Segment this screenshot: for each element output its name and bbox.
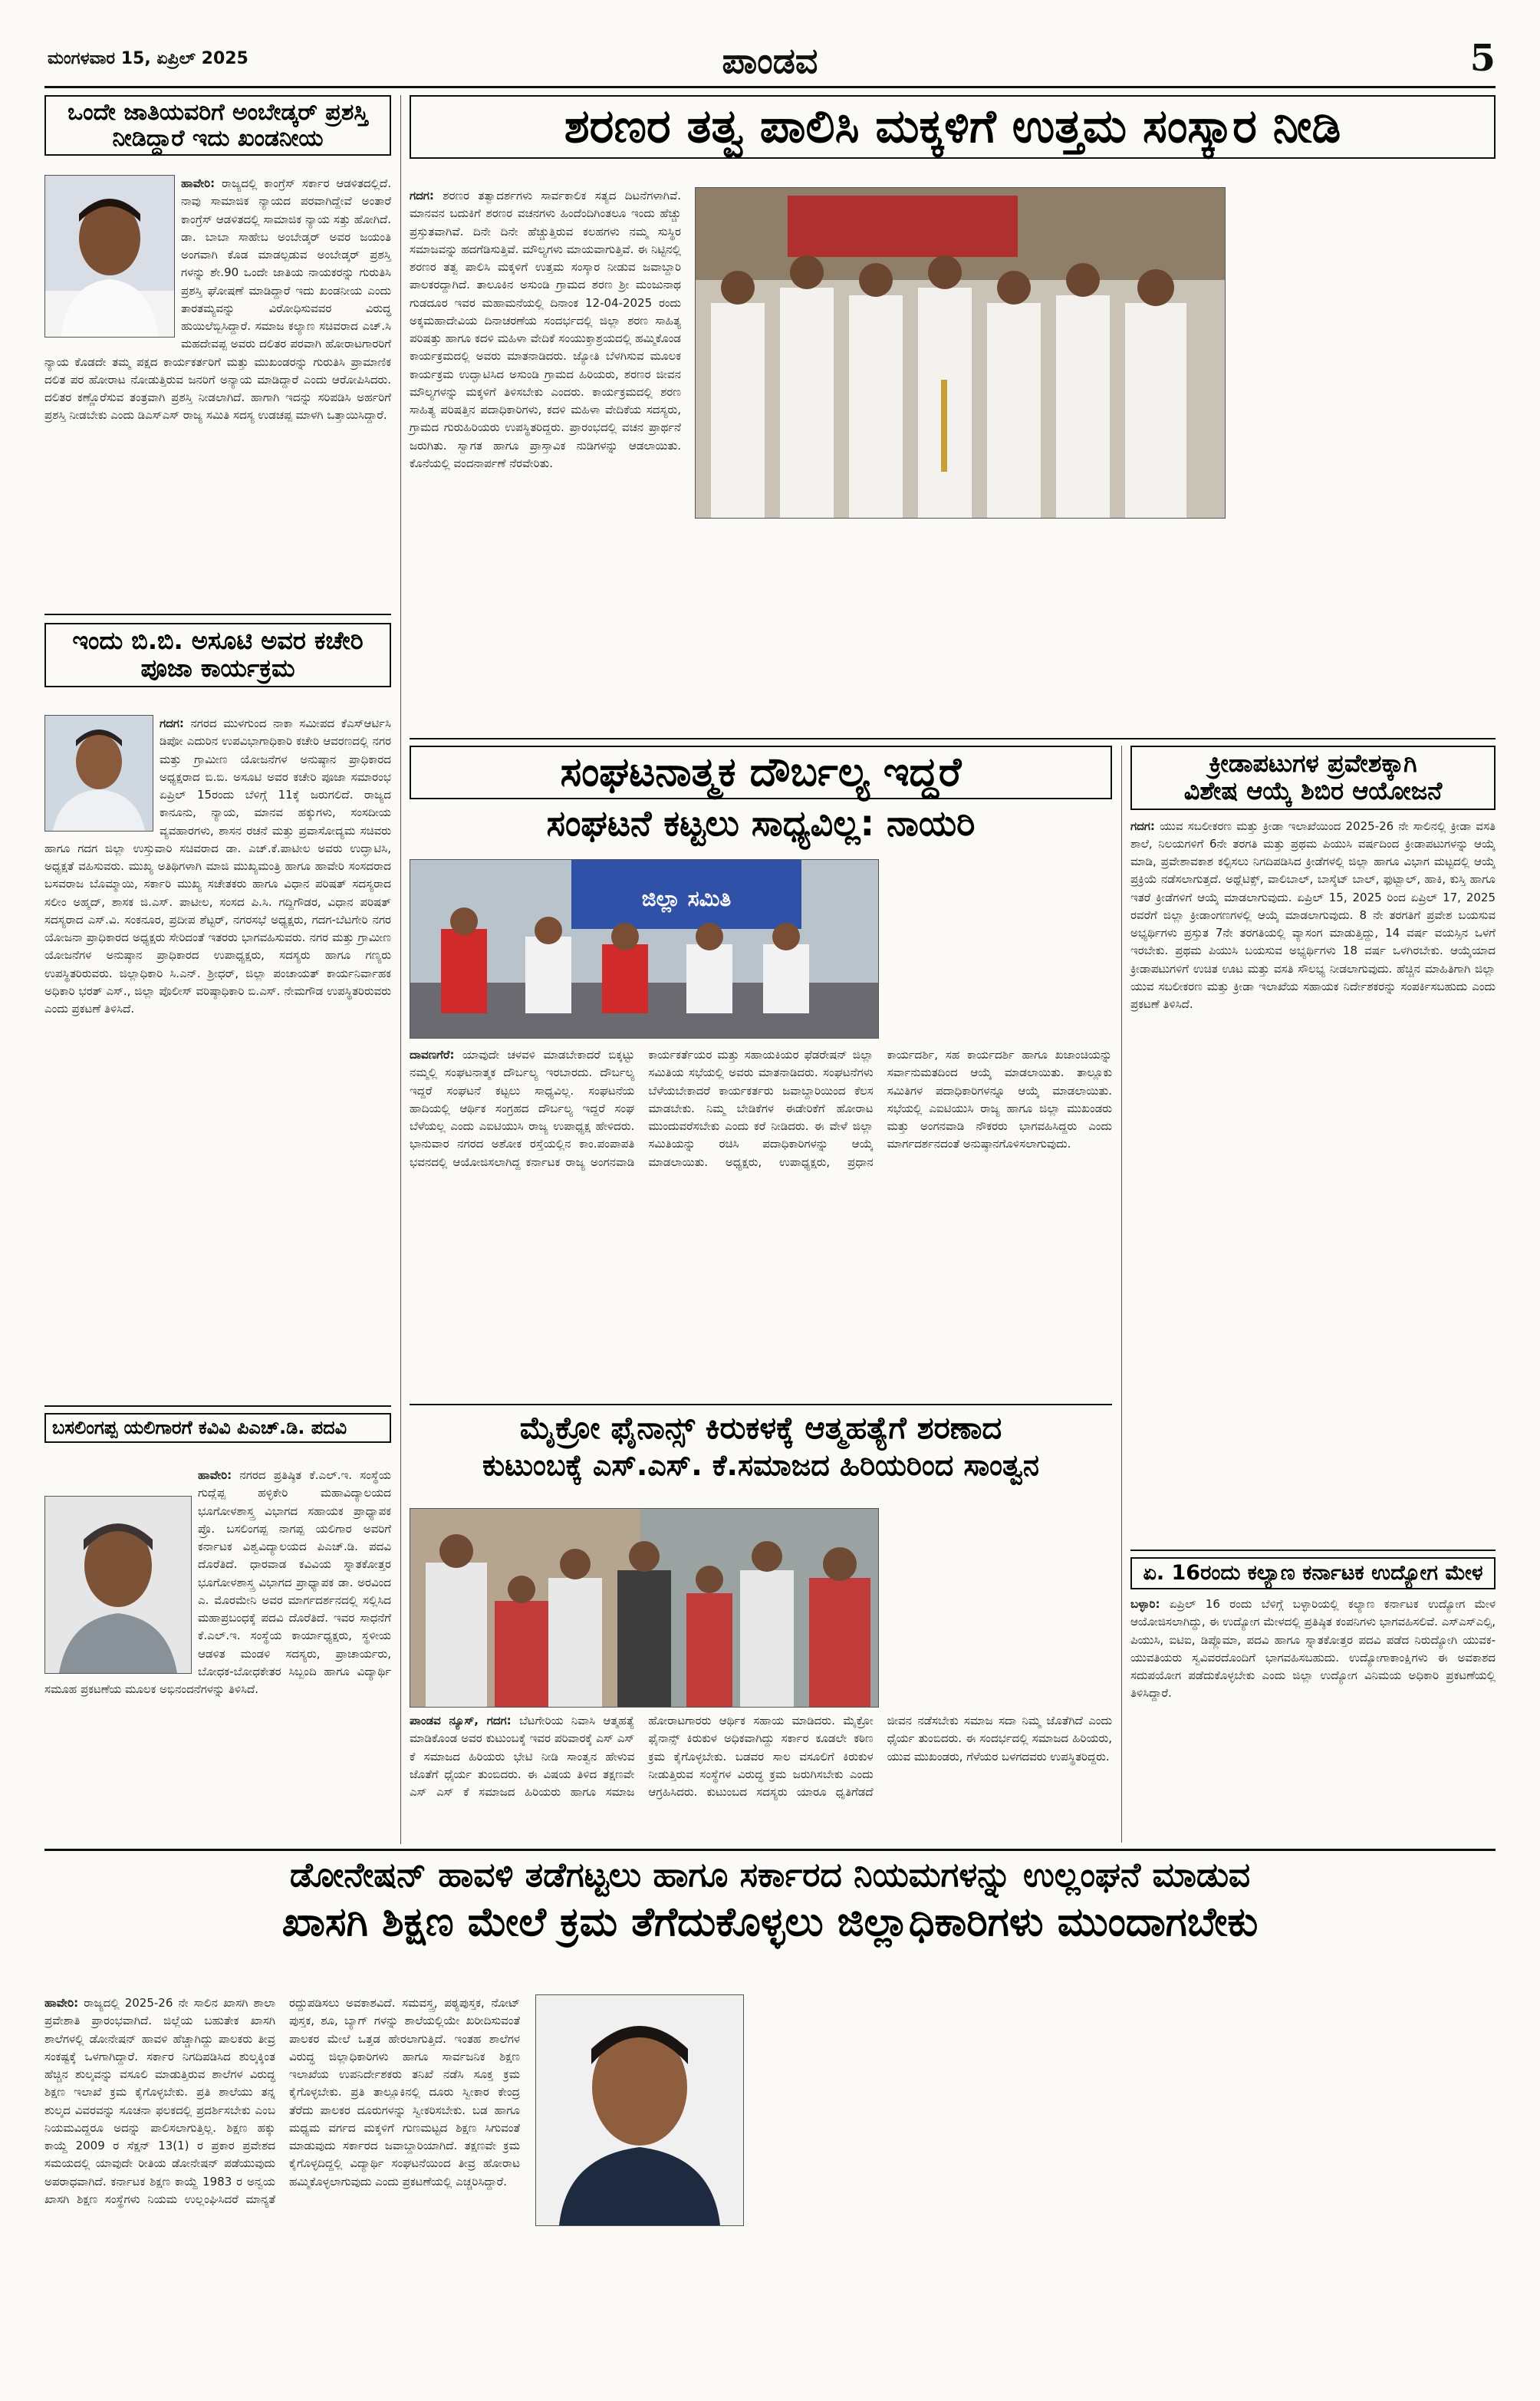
headline-line-2: ಸಂಘಟನೆ ಕಟ್ಟಲು ಸಾಧ್ಯವಿಲ್ಲ: ನಾಯರಿ: [546, 802, 976, 845]
dateline: ಪಾಂಡವ ನ್ಯೂಸ್, ಗದಗ:: [410, 1714, 512, 1727]
column-1: [410, 187, 681, 724]
article-udyoga: [1130, 1557, 1496, 1843]
meeting-photo: [410, 859, 879, 1039]
dateline: ಹಾವೇರಿ:: [44, 1996, 79, 2010]
article-body: ಏಪ್ರಿಲ್ 16 ರಂದು ಬೆಳಿಗ್ಗೆ ಬಳ್ಳಾರಿಯಲ್ಲಿ ಕಲ್ಯಾಣ ಕರ್ನಾಟಕ ಉದ್ಯೋಗ ಮೇಳ ಆಯೋಜಿಸಲಾಗಿದ್ದು, ಈ ಉದ್ಯೋಗ ಮೇಳದಲ್ಲಿ ಪ್ರತಿಷ್ಠಿತ ಕಂಪನಿಗಳು ಭಾಗವಹಿಸಲಿವೆ. ಎಸ್ಎಸ್ಎಲ್ಸಿ, ಪಿಯುಸಿ, ಐಟಿಐ, ಡಿಪ್ಲೊಮಾ, ಪದವಿ ಹಾಗೂ ಸ್ನಾತಕೋತ್ತರ ಪದವಿ ಪಡೆದ ನಿರುದ್ಯೋಗಿ ಯುವಕ-ಯುವತಿಯರು ಸ್ವವಿವರದೊಂದಿಗೆ ಭಾಗವಹಿಸಬಹುದು. ಉದ್ಯೋಗಾಕಾಂಕ್ಷಿಗಳು ಈ ಅವಕಾಶದ ಸದುಪಯೋಗ ಪಡೆದುಕೊಳ್ಳಬೇಕು ಎಂದು ಜಿಲ್ಲಾ ಉದ್ಯೋಗ ವಿನಿಮಯ ಅಧಿಕಾರಿ ಪ್ರಕಟಣೆಯಲ್ಲಿ ತಿಳಿಸಿದ್ದಾರೆ.: [1130, 1597, 1496, 1701]
article-body: ನಗರದ ಪ್ರತಿಷ್ಠಿತ ಕೆ.ಎಲ್.ಇ. ಸಂಸ್ಥೆಯ ಗುದ್ಲೆಪ್ಪ ಹಳ್ಳಿಕೇರಿ ಮಹಾವಿದ್ಯಾಲಯದ ಭೂಗೋಳಶಾಸ್ತ್ರ ವಿಭಾಗದ ಸಹಾಯಕ ಪ್ರಾಧ್ಯಾಪಕ ಪ್ರೊ. ಬಸಲಿಂಗಪ್ಪ ನಾಗಪ್ಪ ಯಲಿಗಾರ ಅವರಿಗೆ ಕರ್ನಾಟಕ ವಿಶ್ವವಿದ್ಯಾಲಯದ ಪಿಎಚ್.ಡಿ. ಪದವಿ ದೊರೆತಿದೆ. ಧಾರವಾಡ ಕವಿವಿಯ ಸ್ನಾತಕೋತ್ತರ ಭೂಗೋಳಶಾಸ್ತ್ರ ವಿಭಾಗದ ಪ್ರಾಧ್ಯಾಪಕ ಡಾ. ಅರವಿಂದ ಎ. ಮೊರಮೇನಿ ಅವರ ಮಾರ್ಗದರ್ಶನದಲ್ಲಿ ಸಲ್ಲಿಸಿದ ಮಹಾಪ್ರಬಂಧಕ್ಕೆ ಪದವಿ ದೊರೆತಿದೆ. ಇವರ ಸಾಧನೆಗೆ ಕೆ.ಎಲ್.ಇ. ಸಂಸ್ಥೆಯ ಕಾರ್ಯಾಧ್ಯಕ್ಷರು, ಸ್ಥಳೀಯ ಆಡಳಿತ ಮಂಡಳಿ ಸದಸ್ಯರು, ಪ್ರಾಚಾರ್ಯರು, ಬೋಧಕ-ಬೋಧಕೇತರ ಸಿಬ್ಬಂದಿ ಹಾಗೂ ವಿದ್ಯಾರ್ಥಿ ಸಮೂಹ ಪ್ರಕಟಣೆಯ ಮೂಲಕ ಅಭಿನಂದನೆಗಳನ್ನು ತಿಳಿಸಿದೆ.: [44, 1468, 391, 1696]
article-ambedkar: [44, 95, 391, 601]
article-body: ಶರಣರ ತತ್ವಾದರ್ಶಗಳು ಸಾರ್ವಕಾಲಿಕ ಸತ್ಯದ ದಿಟನೆಗಳಾಗಿವೆ. ಮಾನವನ ಬದುಕಿಗೆ ಶರಣರ ವಚನಗಳು ಹಿಂದೆಂದಿಗಿಂತಲೂ ಇಂದು ಹೆಚ್ಚು ಪ್ರಸ್ತುತವಾಗಿವೆ. ದಿನೇ ದಿನೇ ಹೆಚ್ಚುತ್ತಿರುವ ಕಲಹಗಳು ನಮ್ಮ ಸುಸ್ಥಿರ ಸಮಾಜವನ್ನು ಹದಗೆಡಿಸುತ್ತಿವೆ. ಮೌಲ್ಯಗಳು ಮಾಯವಾಗುತ್ತಿವೆ. ಈ ನಿಟ್ಟಿನಲ್ಲಿ ಶರಣರ ತತ್ವ ಪಾಲಿಸಿ ಮಕ್ಕಳಿಗೆ ಉತ್ತಮ ಸಂಸ್ಕಾರ ನೀಡುವ ಜವಾಬ್ದಾರಿ ಪಾಲಕರದ್ದಾಗಿದೆ. ತಾಲೂಕಿನ ಅಸುಂಡಿ ಗ್ರಾಮದ ಶರಣ ಶ್ರೀ ಮಂಜುನಾಥ ಗುಡದೂರ ಇವರ ಮಹಾಮನೆಯಲ್ಲಿ ದಿನಾಂಕ 12-04-2025 ರಂದು ಅಕ್ಕಮಹಾದೇವಿಯ ದಿನಾಚರಣೆಯ ಸಂದರ್ಭದಲ್ಲಿ ಜಿಲ್ಲಾ ಶರಣ ಸಾಹಿತ್ಯ ಪರಿಷತ್ತು ಹಾಗೂ ಕದಳಿ ಮಹಿಳಾ ವೇದಿಕೆ ಸಂಯುಕ್ತಾಶ್ರಯದಲ್ಲಿ ಹಮ್ಮಿಕೊಂಡ ಕಾರ್ಯಕ್ರಮದಲ್ಲಿ ಅವರು ಮಾತನಾಡಿದರು. ಜ್ಯೋತಿ ಬೆಳಗಿಸುವ ಮೂಲಕ ಕಾರ್ಯಕ್ರಮ ಉದ್ಘಾಟಿಸಿದ ಅಸುಂಡಿ ಗ್ರಾಮದ ಹಿರಿಯರು, ಶರಣರ ಜೀವನ ಮೌಲ್ಯಗಳನ್ನು ಮಕ್ಕಳಿಗೆ ತಿಳಿಸಬೇಕು ಎಂದರು. ಕಾರ್ಯಕ್ರಮದಲ್ಲಿ ಶರಣ ಸಾಹಿತ್ಯ ಪರಿಷತ್ತಿನ ಪದಾಧಿಕಾರಿಗಳು, ಕದಳಿ ಮಹಿಳಾ ವೇದಿಕೆಯ ಸದಸ್ಯರು, ಗ್ರಾಮದ ಗುರುಹಿರಿಯರು ಉಪಸ್ಥಿತರಿದ್ದರು. ಪ್ರಾರಂಭದಲ್ಲಿ ವಚನ ಪ್ರಾರ್ಥನೆ ಜರುಗಿತು. ಸ್ವಾಗತ ಹಾಗೂ ಪ್ರಾಸ್ತಾವಿಕ ನುಡಿಗಳನ್ನು ಆಡಲಾಯಿತು. ಕೊನೆಯಲ್ಲಿ ವಂದನಾರ್ಪಣೆ ನೆರವೇರಿತು.: [410, 189, 681, 470]
dateline: ಬಳ್ಳಾರಿ:: [1130, 1597, 1160, 1612]
issue-date: ಮಂಗಳವಾರ 15, ಏಪ್ರಿಲ್ 2025: [48, 49, 248, 68]
newspaper-title: ಪಾಂಡವ: [722, 40, 818, 81]
headline: ಏ. 16ರಂದು ಕಲ್ಯಾಣ ಕರ್ನಾಟಕ ಉದ್ಯೋಗ ಮೇಳ: [1130, 1557, 1496, 1589]
family-visit-image: [410, 1509, 878, 1707]
article-asooti: [44, 623, 391, 1398]
columns-right: [755, 1994, 1496, 2378]
headline-line-1: ಮೈಕ್ರೋ ಫೈನಾನ್ಸ್ ಕಿರುಕಳಕ್ಕೆ ಆತ್ಮಹತ್ಯೆಗೆ ಶರಣಾದ: [519, 1411, 1002, 1446]
headline: ಶರಣರ ತತ್ವ ಪಾಲಿಸಿ ಮಕ್ಕಳಿಗೆ ಉತ್ತಮ ಸಂಸ್ಕಾರ ನೀಡಿ: [410, 95, 1496, 159]
column-3: [1238, 187, 1496, 724]
dateline: ಹಾವೇರಿ:: [181, 176, 216, 190]
article-body: ನಗರದ ಮುಳಗುಂದ ನಾಕಾ ಸಮೀಪದ ಕೆಎಸ್ಆರ್ಟಿಸಿ ಡಿಪೋ ಎದುರಿನ ಉಪವಿಭಾಗಾಧಿಕಾರಿ ಕಚೇರಿ ಆವರಣದಲ್ಲಿ ನಗರ ಮತ್ತು ಗ್ರಾಮೀಣ ಯೋಜನೆಗಳ ಅನುಷ್ಠಾನ ಪ್ರಾಧಿಕಾರದ ಅಧ್ಯಕ್ಷರಾದ ಬಿ.ಬಿ. ಅಸೂಟಿ ಅವರ ಕಚೇರಿ ಪೂಜಾ ಸಮಾರಂಭ ಏಪ್ರಿಲ್ 15ರಂದು ಬೆಳಿಗ್ಗೆ 11ಕ್ಕೆ ಜರುಗಲಿದೆ. ರಾಜ್ಯದ ಕಾನೂನು, ನ್ಯಾಯ, ಮಾನವ ಹಕ್ಕುಗಳು, ಸಂಸದೀಯ ವ್ಯವಹಾರಗಳು, ಶಾಸನ ರಚನೆ ಮತ್ತು ಪ್ರವಾಸೋದ್ಯಮ ಸಚಿವರು ಹಾಗೂ ಗದಗ ಜಿಲ್ಲಾ ಉಸ್ತುವಾರಿ ಸಚಿವರಾದ ಡಾ. ಎಚ್.ಕೆ.ಪಾಟೀಲ ಅವರು ಉದ್ಘಾಟಿಸಿ, ಅಧ್ಯಕ್ಷತೆ ವಹಿಸುವರು. ಮುಖ್ಯ ಅತಿಥಿಗಳಾಗಿ ಮಾಜಿ ಮುಖ್ಯಮಂತ್ರಿ ಹಾಗೂ ಹಾವೇರಿ ಸಂಸದರಾದ ಬಸವರಾಜ ಬೊಮ್ಮಾಯಿ, ಸರ್ಕಾರಿ ಮುಖ್ಯ ಸಚೇತಕರು ಹಾಗೂ ವಿಧಾನ ಪರಿಷತ್ ಸದಸ್ಯರಾದ ಸಲೀಂ ಅಹ್ಮದ್, ಶಾಸಕ ಜಿ.ಎಸ್. ಪಾಟೀಲ, ಸಂಸದ ಪಿ.ಸಿ. ಗದ್ದಿಗೌಡರ, ವಿಧಾನ ಪರಿಷತ್ ಸದಸ್ಯರಾದ ಎಸ್.ವಿ. ಸಂಕನೂರ, ಪ್ರದೀಪ ಶೆಟ್ಟರ್, ನಗರಸಭೆ ಅಧ್ಯಕ್ಷರು, ಗದಗ-ಬೆಟಗೇರಿ ನಗರ ಯೋಜನಾ ಪ್ರಾಧಿಕಾರದ ಅಧ್ಯಕ್ಷರು ಸೇರಿದಂತೆ ಇತರರು ಭಾಗವಹಿಸುವರು. ನಗರ ಮತ್ತು ಗ್ರಾಮೀಣ ಯೋಜನೆಗಳ ಅನುಷ್ಠಾನ ಪ್ರಾಧಿಕಾರದ ಉಪಾಧ್ಯಕ್ಷರು, ಸದಸ್ಯರು ಹಾಗೂ ಗಣ್ಯರು ಉಪಸ್ಥಿತರಿರುವರು. ಜಿಲ್ಲಾಧಿಕಾರಿ ಸಿ.ಎನ್. ಶ್ರೀಧರ್, ಜಿಲ್ಲಾ ಪಂಚಾಯತ್ ಕಾರ್ಯನಿರ್ವಾಹಕ ಅಧಿಕಾರಿ ಭರತ್ ಎಸ್., ಜಿಲ್ಲಾ ಪೊಲೀಸ್ ವರಿಷ್ಠಾಧಿಕಾರಿ ಬಿ.ಎಸ್. ನೇಮಗೌಡ ಉಪಸ್ಥಿತರಿರುವರು ಎಂದು ಪ್ರಕಟಣೆ ತಿಳಿಸಿದೆ.: [44, 716, 391, 1016]
article-sanghatane: [410, 746, 1112, 1398]
headline: ಇಂದು ಬಿ.ಬಿ. ಅಸೂಟಿ ಅವರ ಕಚೇರಿ ಪೂಜಾ ಕಾರ್ಯಕ್ರಮ: [44, 623, 391, 687]
dateline: ದಾವಣಗೆರೆ:: [410, 1048, 455, 1062]
article-kreeda: [1130, 746, 1496, 1543]
dateline: ಗದಗ:: [1130, 818, 1155, 833]
meeting-image: [410, 860, 878, 1038]
article-body: ರಾಜ್ಯದಲ್ಲಿ 2025-26 ನೇ ಸಾಲಿನ ಖಾಸಗಿ ಶಾಲಾ ಪ್ರವೇಶಾತಿ ಪ್ರಾರಂಭವಾಗಿದೆ. ಜಿಲ್ಲೆಯ ಬಹುತೇಕ ಖಾಸಗಿ ಶಾಲೆಗಳಲ್ಲಿ ಡೋನೇಷನ್ ಹಾವಳಿ ಹೆಚ್ಚಾಗಿದ್ದು ಪಾಲಕರು ತೀವ್ರ ಸಂಕಷ್ಟಕ್ಕೆ ಒಳಗಾಗಿದ್ದಾರೆ. ಸರ್ಕಾರ ನಿಗದಿಪಡಿಸಿದ ಶುಲ್ಕಕ್ಕಿಂತ ಹೆಚ್ಚಿನ ಶುಲ್ಕವನ್ನು ವಸೂಲಿ ಮಾಡುತ್ತಿರುವ ಶಾಲೆಗಳ ವಿರುದ್ಧ ಶಿಕ್ಷಣ ಇಲಾಖೆ ಕ್ರಮ ಕೈಗೊಳ್ಳಬೇಕು. ಪ್ರತಿ ಶಾಲೆಯು ತನ್ನ ಶುಲ್ಕದ ವಿವರವನ್ನು ಸೂಚನಾ ಫಲಕದಲ್ಲಿ ಪ್ರದರ್ಶಿಸಬೇಕು ಎಂಬ ನಿಯಮವಿದ್ದರೂ ಅದನ್ನು ಪಾಲಿಸಲಾಗುತ್ತಿಲ್ಲ. ಶಿಕ್ಷಣ ಹಕ್ಕು ಕಾಯ್ದೆ 2009 ರ ಸೆಕ್ಷನ್ 13(1) ರ ಪ್ರಕಾರ ಪ್ರವೇಶದ ಸಮಯದಲ್ಲಿ ಯಾವುದೇ ರೀತಿಯ ಡೋನೇಷನ್ ಪಡೆಯುವುದು ಅಪರಾಧವಾಗಿದೆ. ಕರ್ನಾಟಕ ಶಿಕ್ಷಣ ಕಾಯ್ದೆ 1983 ರ ಅನ್ವಯ ಖಾಸಗಿ ಶಿಕ್ಷಣ ಸಂಸ್ಥೆಗಳು ನಿಯಮ ಉಲ್ಲಂಘಿಸಿದರೆ ಮಾನ್ಯತೆ ರದ್ದುಪಡಿಸಲು ಅವಕಾಶವಿದೆ. ಸಮವಸ್ತ್ರ, ಪಠ್ಯಪುಸ್ತಕ, ನೋಟ್ ಪುಸ್ತಕ, ಶೂ, ಬ್ಯಾಗ್ ಗಳನ್ನು ಶಾಲೆಯಲ್ಲಿಯೇ ಖರೀದಿಸುವಂತೆ ಪಾಲಕರ ಮೇಲೆ ಒತ್ತಡ ಹೇರಲಾಗುತ್ತಿದೆ. ಇಂತಹ ಶಾಲೆಗಳ ವಿರುದ್ಧ ಜಿಲ್ಲಾಧಿಕಾರಿಗಳು ಹಾಗೂ ಸಾರ್ವಜನಿಕ ಶಿಕ್ಷಣ ಇಲಾಖೆಯ ಉಪನಿರ್ದೇಶಕರು ತನಿಖೆ ನಡೆಸಿ ಸೂಕ್ತ ಕ್ರಮ ಕೈಗೊಳ್ಳಬೇಕು. ಪ್ರತಿ ತಾಲ್ಲೂಕಿನಲ್ಲಿ ದೂರು ಸ್ವೀಕಾರ ಕೇಂದ್ರ ತೆರೆದು ಪಾಲಕರ ದೂರುಗಳನ್ನು ಸ್ವೀಕರಿಸಬೇಕು. ಬಡ ಹಾಗೂ ಮಧ್ಯಮ ವರ್ಗದ ಮಕ್ಕಳಿಗೆ ಗುಣಮಟ್ಟದ ಶಿಕ್ಷಣ ಸಿಗುವಂತೆ ಮಾಡುವುದು ಸರ್ಕಾರದ ಜವಾಬ್ದಾರಿಯಾಗಿದೆ. ತಕ್ಷಣವೇ ಕ್ರಮ ಕೈಗೊಳ್ಳದಿದ್ದಲ್ಲಿ ವಿದ್ಯಾರ್ಥಿ ಸಂಘಟನೆಯಿಂದ ತೀವ್ರ ಹೋರಾಟ ಹಮ್ಮಿಕೊಳ್ಳಲಾಗುವುದು ಎಂದು ಪ್ರಕಟಣೆಯಲ್ಲಿ ಎಚ್ಚರಿಸಿದ್ದಾರೆ.: [44, 1996, 520, 2206]
masthead-rule: [44, 86, 1496, 88]
article-body: ರಾಜ್ಯದಲ್ಲಿ ಕಾಂಗ್ರೆಸ್ ಸರ್ಕಾರ ಆಡಳಿತದಲ್ಲಿದೆ. ನಾವು ಸಾಮಾಜಿಕ ನ್ಯಾಯದ ಪರವಾಗಿದ್ದೇವೆ ಅಂತಾರೆ ಕಾಂಗ್ರೆಸ್ ಆಡಳಿತದಲ್ಲಿ ಸಾಮಾಜಿಕ ನ್ಯಾಯ ಸತ್ತು ಹೋಗಿದೆ. ಡಾ. ಬಾಬಾ ಸಾಹೇಬ ಅಂಬೇಡ್ಕರ್ ಅವರ ಜಯಂತಿ ಅಂಗವಾಗಿ ಕೊಡ ಮಾಡಲ್ಪಡುವ ಅಂಬೇಡ್ಕರ್ ಪ್ರಶಸ್ತಿ ಗಳನ್ನು ಶೇ.90 ಒಂದೇ ಜಾತಿಯ ನಾಯಕರನ್ನು ಗುರುತಿಸಿ ಪ್ರಶಸ್ತಿ ಘೋಷಣೆ ಮಾಡಿದ್ದಾರೆ ಇದು ಖಂಡನೀಯ ಎಂದು ತಾರತಮ್ಯವನ್ನು ವಿರೋಧಿಸುವವರ ವಿರುದ್ಧ ಹುಯಿಲೆಬ್ಬಿಸಿದ್ದಾರೆ. ಸಮಾಜ ಕಲ್ಯಾಣ ಸಚಿವರಾದ ಎಚ್.ಸಿ ಮಹದೇವಪ್ಪ ಅವರು ದಲಿತರ ಪರವಾಗಿ ಹೋರಾಟಗಾರರಿಗೆ ನ್ಯಾಯ ಕೊಡದೇ ತಮ್ಮ ಪಕ್ಷದ ಕಾರ್ಯಕರ್ತರಿಗೆ ಮತ್ತು ಮುಖಂಡರನ್ನು ಗುರುತಿಸಿ ಪ್ರಾಮಾಣಿಕ ದಲಿತ ಪರ ಹೋರಾಟ ನೋಡುತ್ತಿರುವ ಜನರಿಗೆ ಅನ್ಯಾಯ ಮಾಡಿದ್ದಾರೆ ಎಂದು ಆರೋಪಿಸಿದರು. ದಲಿತರ ಕಣ್ಣೊರೆಸುವ ತಂತ್ರವಾಗಿ ಪ್ರಶಸ್ತಿ ನೀಡಲಾಗಿದೆ. ಹಾಗಾಗಿ ಇದನ್ನು ಸರಿಪಡಿಸಿ ಅರ್ಹರಿಗೆ ಪ್ರಶಸ್ತಿ ನೀಡಬೇಕು ಎಂದು ಡಿಎಸ್ಎಸ್ ರಾಜ್ಯ ಸಮಿತಿ ಸದಸ್ಯ ಉಡಚಪ್ಪ ಮಾಳಗಿ ಒತ್ತಾಯಿಸಿದ್ದಾರೆ.: [44, 176, 391, 423]
dateline: ಗದಗ:: [160, 716, 184, 730]
dateline: ಹಾವೇರಿ:: [198, 1468, 232, 1482]
article-donation: [44, 1856, 1496, 2386]
banner-text: ಜಿಲ್ಲಾ ಸಮಿತಿ: [641, 886, 732, 911]
headline-line-2: ಕುಟುಂಬಕ್ಕೆ ಎಸ್.ಎಸ್. ಕೆ.ಸಮಾಜದ ಹಿರಿಯರಿಂದ ಸಾಂತ್ವನ: [482, 1448, 1040, 1482]
article-basalingappa: [44, 1413, 391, 1843]
headline-line-1: ಡೋನೇಷನ್ ಹಾವಳಿ ತಡೆಗಟ್ಟಲು ಹಾಗೂ ಸರ್ಕಾರದ ನಿಯಮಗಳನ್ನು ಉಲ್ಲಂಘನೆ ಮಾಡುವ: [289, 1856, 1251, 1895]
family-visit-photo: [410, 1508, 879, 1708]
article-body: ಯುವ ಸಬಲೀಕರಣ ಮತ್ತು ಕ್ರೀಡಾ ಇಲಾಖೆಯಿಂದ 2025-26 ನೇ ಸಾಲಿನಲ್ಲಿ ಕ್ರೀಡಾ ವಸತಿ ಶಾಲೆ, ನಿಲಯಗಳಿಗೆ 6ನೇ ತರಗತಿ ಮತ್ತು ಪ್ರಥಮ ಪಿಯುಸಿ ವರ್ಷದಿಂದ ಕ್ರೀಡಾಪಟುಗಳನ್ನು ಆಯ್ಕೆ ಮಾಡಿ, ಪ್ರವೇಶಾವಕಾಶ ಕಲ್ಪಿಸಲು ನಿಗದಿಪಡಿಸಿದ ಕ್ರೀಡೆಗಳಲ್ಲಿ ಜಿಲ್ಲಾ ಹಾಗೂ ವಿಭಾಗ ಮಟ್ಟದಲ್ಲಿ ಆಯ್ಕೆ ಪ್ರಕ್ರಿಯೆ ನಡೆಸಲಾಗುತ್ತದೆ. ಅಥ್ಲೆಟಿಕ್ಸ್, ವಾಲಿಬಾಲ್, ಬಾಸ್ಕೆಟ್ ಬಾಲ್, ಫುಟ್ಬಾಲ್, ಹಾಕಿ, ಕುಸ್ತಿ ಹಾಗೂ ಇತರೆ ಕ್ರೀಡೆಗಳಿಗೆ ಆಯ್ಕೆ ಮಾಡಲಾಗುವುದು. ಏಪ್ರಿಲ್ 15, 2025 ರಿಂದ ಏಪ್ರಿಲ್ 17, 2025 ರವರೆಗೆ ಜಿಲ್ಲಾ ಕ್ರೀಡಾಂಗಣಗಳಲ್ಲಿ ಆಯ್ಕೆ ಮಾಡಲಾಗುವುದು. 8 ನೇ ತರಗತಿಗೆ ಪ್ರವೇಶ ಬಯಸುವ ಅಭ್ಯರ್ಥಿಗಳು ಪ್ರಸ್ತುತ 7ನೇ ತರಗತಿಯಲ್ಲಿ ವ್ಯಾಸಂಗ ಮಾಡುತ್ತಿದ್ದು, 14 ವರ್ಷ ವಯಸ್ಸಿನ ಒಳಗೆ ಇರಬೇಕು. ಪ್ರಥಮ ಪಿಯುಸಿ ಬಯಸುವ ಅಭ್ಯರ್ಥಿಗಳು 18 ವರ್ಷ ಒಳಗಿರಬೇಕು. ಆಯ್ಕೆಯಾದ ಕ್ರೀಡಾಪಟುಗಳಿಗೆ ಉಚಿತ ಊಟ ಮತ್ತು ವಸತಿ ಸೌಲಭ್ಯ ನೀಡಲಾಗುವುದು. ಹೆಚ್ಚಿನ ಮಾಹಿತಿಗಾಗಿ ಜಿಲ್ಲಾ ಯುವ ಸಬಲೀಕರಣ ಮತ್ತು ಕ್ರೀಡಾ ಇಲಾಖೆಯ ಸಹಾಯಕ ನಿರ್ದೇಶಕರನ್ನು ಸಂಪರ್ಕಿಸಬಹುದು ಎಂದು ಪ್ರಕಟಣೆ ತಿಳಿಸಿದೆ.: [1130, 818, 1496, 1012]
headline-line-2: ಖಾಸಗಿ ಶಿಕ್ಷಣ ಮೇಲೆ ಕ್ರಮ ತೆಗೆದುಕೊಳ್ಳಲು ಜಿಲ್ಲಾಧಿಕಾರಿಗಳು ಮುಂದಾಗಬೇಕು: [281, 1899, 1259, 1946]
headline: ಒಂದೇ ಜಾತಿಯವರಿಗೆ ಅಂಬೇಡ್ಕರ್ ಪ್ರಶಸ್ತಿ ನೀಡಿದ್ದಾರೆ ಇದು ಖಂಡನೀಯ: [44, 95, 391, 156]
dateline: ಗದಗ:: [410, 189, 434, 203]
article-body: ಯಾವುದೇ ಚಳವಳಿ ಮಾಡಬೇಕಾದರೆ ಬಿಕ್ಕಟ್ಟು ನಮ್ಮಲ್ಲಿ ಸಂಘಟನಾತ್ಮಕ ದೌರ್ಬಲ್ಯ ಇರಬಾರದು. ದೌರ್ಬಲ್ಯ ಇದ್ದರೆ ಸಂಘಟನೆ ಕಟ್ಟಲು ಸಾಧ್ಯವಿಲ್ಲ. ಸಂಘಟನೆಯ ಹಾದಿಯಲ್ಲಿ ಆರ್ಥಿಕ ಸಂಗ್ರಹದ ದೌರ್ಬಲ್ಯ ಇದ್ದರೆ ಸಂಘ ಬೆಳೆಯಲ್ಲ ಎಂದು ಎಐಟಿಯುಸಿ ರಾಜ್ಯ ಉಪಾಧ್ಯಕ್ಷ ಹೇಳಿದರು. ಭಾನುವಾರ ನಗರದ ಅಶೋಕ ರಸ್ತೆಯಲ್ಲಿನ ಕಾಂ.ಪಂಪಾಪತಿ ಭವನದಲ್ಲಿ ಆಯೋಜಿಸಲಾಗಿದ್ದ ಕರ್ನಾಟಕ ರಾಜ್ಯ ಅಂಗನವಾಡಿ ಕಾರ್ಯಕರ್ತೆಯರ ಮತ್ತು ಸಹಾಯಕಿಯರ ಫೆಡರೇಷನ್ ಜಿಲ್ಲಾ ಸಮಿತಿಯ ಸಭೆಯಲ್ಲಿ ಅವರು ಮಾತನಾಡಿದರು. ಸಂಘಟನೆಗಳು ಬೆಳೆಯಬೇಕಾದರೆ ಕಾರ್ಯಕರ್ತರು ಜವಾಬ್ದಾರಿಯಿಂದ ಕೆಲಸ ಮಾಡಬೇಕು. ನಿಮ್ಮ ಬೇಡಿಕೆಗಳ ಈಡೇರಿಕೆಗೆ ಹೋರಾಟ ಮುಂದುವರೆಸಬೇಕು ಎಂದು ಕರೆ ನೀಡಿದರು. ಈ ವೇಳೆ ಜಿಲ್ಲಾ ಸಮಿತಿಯನ್ನು ರಚಿಸಿ ಪದಾಧಿಕಾರಿಗಳನ್ನು ಆಯ್ಕೆ ಮಾಡಲಾಯಿತು. ಅಧ್ಯಕ್ಷರು, ಉಪಾಧ್ಯಕ್ಷರು, ಪ್ರಧಾನ ಕಾರ್ಯದರ್ಶಿ, ಸಹ ಕಾರ್ಯದರ್ಶಿ ಹಾಗೂ ಖಜಾಂಚಿಯನ್ನು ಸರ್ವಾನುಮತದಿಂದ ಆಯ್ಕೆ ಮಾಡಲಾಯಿತು. ತಾಲ್ಲೂಕು ಸಮಿತಿಗಳ ಪದಾಧಿಕಾರಿಗಳನ್ನೂ ಆಯ್ಕೆ ಮಾಡಲಾಯಿತು. ಸಭೆಯಲ್ಲಿ ಎಐಟಿಯುಸಿ ರಾಜ್ಯ ಹಾಗೂ ಜಿಲ್ಲಾ ಮುಖಂಡರು ಮತ್ತು ಅಂಗನವಾಡಿ ನೌಕರರು ಭಾಗವಹಿಸಿದ್ದರು ಎಂದು ಮಾರ್ಗದರ್ಶನದಂತೆ ಅನುಷ್ಠಾನಗೊಳಿಸಲಾಗುವುದು.: [410, 1048, 1112, 1169]
article-sharana: [410, 95, 1496, 732]
headline-line-2: ವಿಶೇಷ ಆಯ್ಕೆ ಶಿಬಿರ ಆಯೋಜನೆ: [1183, 776, 1443, 805]
headline: ಬಸಲಿಂಗಪ್ಪ ಯಲಿಗಾರಗೆ ಕವಿವಿ ಪಿಎಚ್.ಡಿ. ಪದವಿ: [44, 1413, 391, 1443]
page-number: 5: [1469, 37, 1496, 80]
columns-left: [44, 1994, 520, 2378]
article-microfinance: [410, 1411, 1112, 1841]
headline-line-1: ಕ್ರೀಡಾಪಟುಗಳ ಪ್ರವೇಶಕ್ಕಾಗಿ: [1209, 749, 1417, 778]
headline-line-1: ಸಂಘಟನಾತ್ಮಕ ದೌರ್ಬಲ್ಯ ಇದ್ದರೆ: [410, 746, 1112, 799]
article-body: ಬೆಟಗೇರಿಯ ನಿವಾಸಿ ಆತ್ಮಹತ್ಯೆ ಮಾಡಿಕೊಂಡ ಅವರ ಕುಟುಂಬಕ್ಕೆ ಇವರ ಪರಿವಾರಕ್ಕೆ ಎಸ್ ಎಸ್ ಕೆ ಸಮಾಜದ ಹಿರಿಯರು ಭೇಟಿ ನೀಡಿ ಸಾಂತ್ವನ ಹೇಳುವ ಜೊತೆಗೆ ಧೈರ್ಯ ತುಂಬಿದರು. ಈ ವಿಷಯ ತಿಳಿದ ತಕ್ಷಣವೇ ಎಸ್ ಎಸ್ ಕೆ ಸಮಾಜದ ಹಿರಿಯರು ಹಾಗೂ ಸಮಾಜ ಹೋರಾಟಗಾರರು ಆರ್ಥಿಕ ಸಹಾಯ ಮಾಡಿದರು. ಮೈಕ್ರೋ ಫೈನಾನ್ಸ್ ಕಿರುಕುಳ ಅಧಿಕವಾಗಿದ್ದು ಸರ್ಕಾರ ಕೂಡಲೇ ಕಠಿಣ ಕ್ರಮ ಕೈಗೊಳ್ಳಬೇಕು. ಬಡವರ ಸಾಲ ವಸೂಲಿಗೆ ಕಿರುಕುಳ ನೀಡುತ್ತಿರುವ ಸಂಸ್ಥೆಗಳ ವಿರುದ್ಧ ಕ್ರಮ ಜರುಗಿಸಬೇಕು ಎಂದು ಆಗ್ರಹಿಸಿದರು. ಕುಟುಂಬದ ಸದಸ್ಯರು ಯಾರೂ ಧೃತಿಗೆಡದೆ ಜೀವನ ನಡೆಸಬೇಕು ಸಮಾಜ ಸದಾ ನಿಮ್ಮ ಜೊತೆಗಿದೆ ಎಂದು ಧೈರ್ಯ ತುಂಬಿದರು. ಈ ಸಂದರ್ಭದಲ್ಲಿ ಸಮಾಜದ ಹಿರಿಯರು, ಯುವ ಮುಖಂಡರು, ಗೆಳೆಯರ ಬಳಗದವರು ಉಪಸ್ಥಿತರಿದ್ದರು.: [410, 1714, 1112, 1799]
